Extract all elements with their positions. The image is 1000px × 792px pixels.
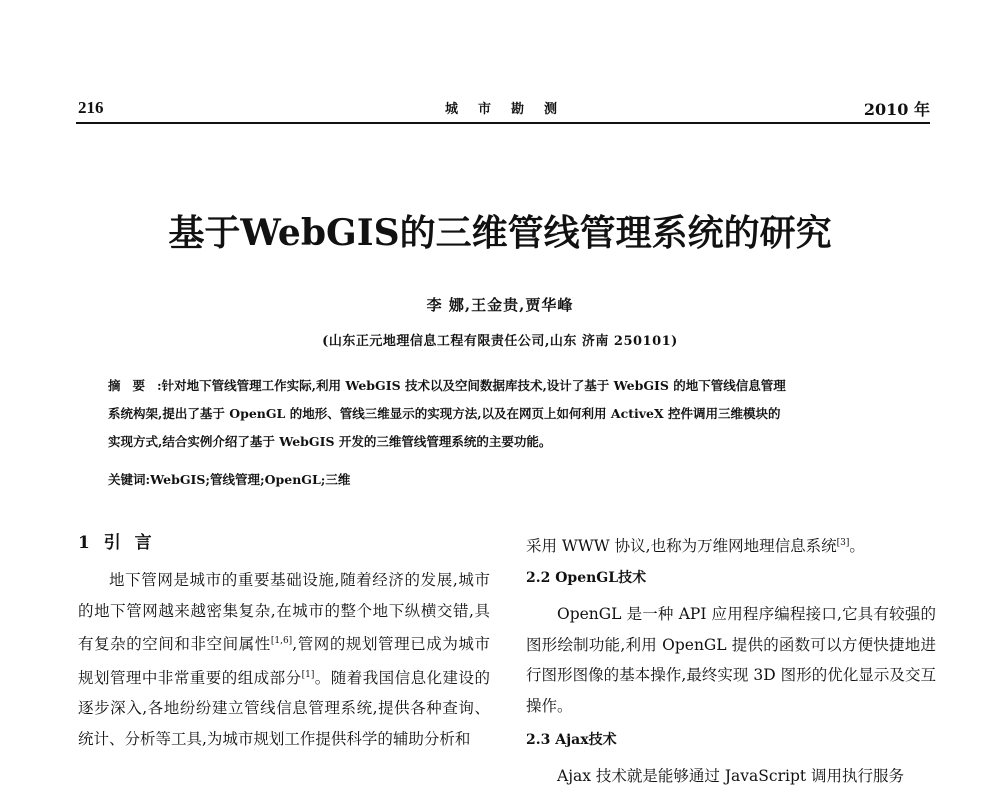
- header-rule: [76, 122, 930, 124]
- citation: [3]: [836, 538, 850, 548]
- journal-name: 城市勘测: [445, 102, 578, 117]
- subsection-heading-opengl: 2.2 OpenGL技术: [526, 570, 647, 587]
- right-column: [526, 528, 936, 792]
- abstract-line-1: 摘要:针对地下管线管理工作实际,利用 WebGIS 技术以及空间数据库技术,设计了基于 WebGIS 的地下管线信息管理: [108, 378, 786, 393]
- citation: [1]: [301, 669, 315, 680]
- authors: 李 娜,王金贵,贾华峰: [426, 296, 574, 314]
- continued-line: 采用 WWW 协议,也称为万维网地理信息系统[3]。: [526, 537, 865, 556]
- keywords: [108, 470, 908, 488]
- opengl-paragraph: OpenGL 是一种 API 应用程序编程接口,它具有较强的图形绘制功能,利用 OpenGL 提供的函数可以方便快捷地进行图形图像的基本操作,最终实现 3D 图形的优化显示及交互操作。: [526, 605, 936, 715]
- intro-paragraph: 地下管网是城市的重要基础设施,随着经济的发展,城市的地下管网越来越密集复杂,在城市的整个地下纵横交错,具有复杂的空间和非空间属性[1,6],管网的规划管理已成为城市规划管理中非常重要的组成部分[1]。随着我国信息化建设的逐步深入,各地纷纷建立管线信息管理系统,提供各种查询、统计、分析等工具,为城市规划工作提供科学的辅助分析和: [78, 571, 490, 748]
- affiliation: (山东正元地理信息工程有限责任公司,山东 济南 250101): [322, 334, 678, 349]
- paper-title: 基于WebGIS的三维管线管理系统的研究: [168, 212, 832, 254]
- abstract-label: 摘要: [108, 378, 158, 393]
- keywords-text: :WebGIS;管线管理;OpenGL;三维: [145, 472, 351, 487]
- ajax-paragraph: Ajax 技术就是能够通过 JavaScript 调用执行服务: [557, 767, 905, 786]
- journal-year: 2010 年: [863, 100, 930, 119]
- left-column: [78, 528, 490, 754]
- abstract-line-2: 系统构架,提出了基于 OpenGL 的地形、管线三维显示的实现方法,以及在网页上如何利用 ActiveX 控件调用三维模块的: [108, 406, 781, 421]
- citation: [1,6]: [270, 636, 293, 646]
- page-number: 216: [78, 98, 104, 117]
- keywords-label: 关键词: [108, 472, 146, 487]
- abstract-line-3: 实现方式,结合实例介绍了基于 WebGIS 开发的三维管线管理系统的主要功能。: [108, 434, 552, 449]
- abstract: [108, 372, 908, 456]
- section-heading-introduction: 1 引 言: [78, 533, 156, 553]
- subsection-heading-ajax: 2.3 Ajax技术: [526, 732, 617, 749]
